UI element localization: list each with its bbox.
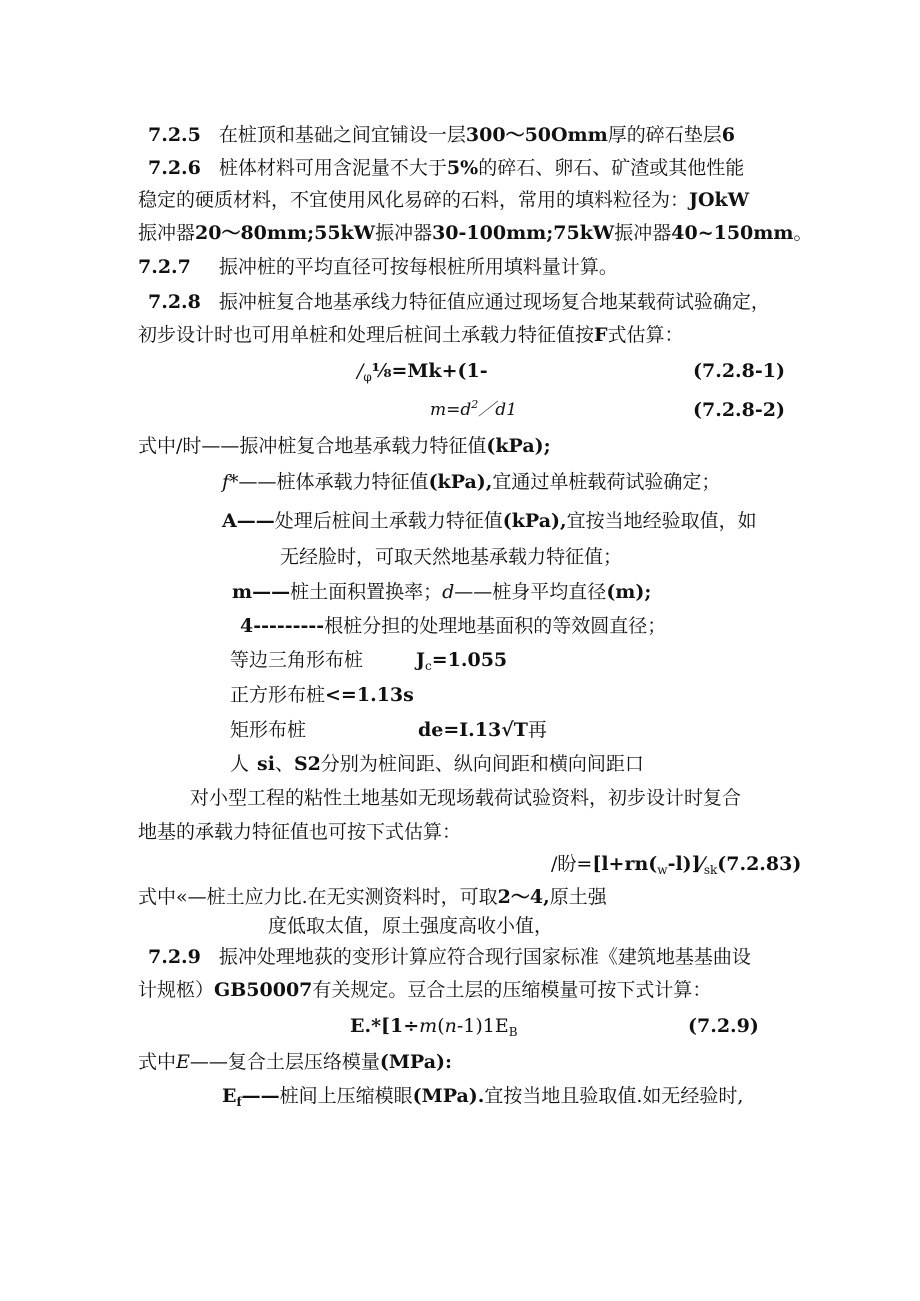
clause-text: 在桩顶和基础之间宜铺设一层	[218, 124, 466, 146]
definition-unit: (MPa).	[412, 1085, 485, 1107]
clause-value: 30-100mm;75kW	[432, 222, 615, 244]
clause-7-2-6-cont	[138, 188, 749, 212]
layout-triangle-formula	[416, 648, 507, 672]
definition-line	[232, 580, 651, 604]
definition-text: 式中/时——振冲桩复合地基承载力特征值	[138, 435, 487, 457]
definition-sub: f	[236, 1095, 242, 1109]
definition-symbol: m——	[232, 581, 291, 603]
definition-unit: (MPa):	[379, 1051, 453, 1073]
clause-text: 振冲器	[614, 222, 672, 244]
note-text: 分别为桩间距、纵向间距和横向间距口	[320, 753, 644, 775]
layout-note	[230, 752, 644, 776]
clause-text: 振冲桩的平均直径可按每根桩所用填料量计算。	[218, 256, 618, 278]
clause-number: 7.2.8	[148, 291, 201, 313]
clause-text: 初步设计时也可用单桩和处理后桩间土承载力特征值按	[138, 324, 595, 346]
layout-label: 等边三角形布桩	[230, 649, 364, 671]
clause-7-2-9	[148, 945, 751, 969]
formula-7-2-8-3	[551, 852, 801, 876]
definition-line	[280, 545, 622, 569]
note-text: 人	[230, 753, 250, 775]
formula-sub: w	[657, 863, 668, 877]
definition-symbol: E	[222, 1085, 237, 1107]
clause-text: 式估算：	[607, 324, 684, 346]
definition-unit: (kPa),	[428, 471, 493, 493]
formula-tag: (7.2.83)	[717, 853, 802, 875]
layout-rectangle	[230, 718, 306, 742]
paragraph-text: 地基的承载力特征值也可按下式估算：	[138, 821, 462, 843]
clause-value: GB50007	[214, 979, 313, 1001]
clause-text: 振冲器	[375, 222, 433, 244]
clause-text: 振冲桩复合地基承线力特征值应通过现场复合地某载荷试验确定，	[218, 291, 770, 313]
definition-unit: 2～4,	[497, 886, 550, 908]
definition-unit: (kPa),	[502, 510, 567, 532]
note-text: 、	[274, 753, 294, 775]
definition-text: 桩间上压缩模眼	[279, 1085, 413, 1107]
definition-line	[240, 614, 666, 638]
formula-sub: sk	[703, 863, 718, 877]
clause-value: 40~150mm	[671, 222, 794, 244]
formula-tag: (7.2.9)	[688, 1015, 759, 1037]
formula-7-2-9	[350, 1014, 518, 1038]
formula-7-2-8-2	[430, 398, 517, 422]
clause-text: 振冲器	[138, 222, 196, 244]
formula-text: -1)1E	[456, 1015, 509, 1037]
definition-text: *——桩体承载力特征值	[229, 471, 429, 493]
paragraph-line	[190, 786, 741, 810]
clause-value: F	[594, 324, 608, 346]
clause-value: 20～80mm;55kW	[195, 222, 376, 244]
definition-text: 无经脸时，可取天然地基承载力特征值；	[280, 546, 623, 568]
layout-label: 正方形布桩	[230, 684, 326, 706]
definition-symbol: f	[222, 471, 230, 493]
clause-text: 厚的碎石垫层	[607, 124, 722, 146]
definition-text: 式中	[138, 1051, 177, 1073]
clause-value: JOkW	[689, 189, 750, 211]
layout-rectangle-formula	[418, 718, 547, 742]
definition-text: 原土强	[549, 886, 607, 908]
clause-number: 7.2.5	[148, 124, 201, 146]
clause-text: 稳定的硬质材料，不宜使用风化易碎的石料，常用的填料粒径为：	[138, 189, 690, 211]
formula-text: 再	[527, 719, 547, 741]
definition-text: 桩土面积置换率；	[290, 581, 443, 603]
clause-7-2-5	[148, 123, 735, 147]
layout-square	[230, 683, 414, 707]
definition-symbol: ——	[241, 1085, 280, 1107]
clause-7-2-6	[148, 156, 744, 180]
definition-line	[222, 509, 757, 533]
clause-7-2-6-cont2	[138, 221, 813, 245]
formula-text: -l)]⁄	[667, 853, 704, 875]
note-symbol: si	[257, 753, 275, 775]
definition-text: ——复合土层压络模量	[189, 1051, 380, 1073]
definition-text: 根桩分担的处理地基面积的等效圆直径；	[324, 615, 667, 637]
clause-value: 300～50Omm	[465, 124, 608, 146]
formula-7-2-8-1	[357, 359, 488, 383]
clause-7-2-8-cont	[138, 323, 684, 347]
definition-text: 处理后桩间土承载力特征值	[274, 510, 503, 532]
note-symbol: S2	[293, 753, 321, 775]
formula-text: /	[357, 360, 364, 382]
clause-text: 的碎石、卵石、矿渣或其他性能	[478, 157, 745, 179]
formula-sub: φ	[363, 370, 372, 384]
definition-text: 宜按当地经验取值，如	[566, 510, 757, 532]
clause-7-2-8	[148, 290, 770, 314]
formula-text: m=d	[430, 400, 472, 420]
definition-line	[222, 1084, 743, 1108]
formula-text: J	[416, 649, 425, 671]
definition-unit: (kPa);	[486, 435, 551, 457]
definition-symbol: d	[442, 581, 455, 603]
definition-line	[222, 470, 720, 494]
definition-unit: (m);	[606, 581, 652, 603]
clause-text: 。	[793, 222, 813, 244]
clause-number: 7.2.7	[138, 256, 191, 278]
paragraph-text: 对小型工程的粘性土地基如无现场载荷试验资料，初步设计时复合	[190, 787, 742, 809]
definition-symbol: A——	[222, 510, 275, 532]
formula-sub: c	[425, 659, 432, 673]
definition-text: ——桩身平均直径	[454, 581, 607, 603]
clause-text: 桩体材料可用含泥量不大于	[218, 157, 447, 179]
clause-text: 计规柩）	[138, 979, 215, 1001]
formula-tag: (7.2.8-2)	[693, 399, 785, 421]
clause-7-2-7	[138, 255, 618, 279]
definition-text: 宜按当地且验取值.如无经验时,	[484, 1085, 744, 1107]
clause-number: 7.2.6	[148, 157, 201, 179]
layout-triangle	[230, 648, 363, 672]
definition-text: 度低取太值，原土强度高收小值，	[268, 915, 554, 937]
definition-line	[138, 434, 551, 458]
definition-line	[268, 914, 553, 938]
formula-text: m	[419, 1015, 438, 1037]
clause-text: 有关规定。豆合土层的压缩模量可按下式计算：	[312, 979, 712, 1001]
formula-tag: (7.2.8-1)	[693, 360, 785, 382]
definition-text: 式中«—桩土应力比.在无实测资料时，可取	[138, 886, 498, 908]
definition-line	[138, 1050, 452, 1074]
clause-text: 振冲处理地荻的变形计算应符合现行国家标准《建筑地基基曲设	[218, 946, 751, 968]
formula-sup: 2	[471, 398, 479, 411]
clause-value: 5%	[446, 157, 479, 179]
formula-text: de=I.13√T	[418, 719, 528, 741]
definition-symbol: 4---------	[240, 615, 325, 637]
layout-label: 矩形布桩	[230, 719, 307, 741]
clause-number: 7.2.9	[148, 946, 201, 968]
definition-text: 宜通过单桩载荷试验确定；	[492, 471, 721, 493]
formula-text: <=1.13s	[325, 684, 414, 706]
clause-value: 6	[721, 124, 736, 146]
paragraph-line	[138, 820, 461, 844]
formula-text: /盼=	[551, 853, 593, 875]
formula-text: n	[444, 1015, 457, 1037]
clause-7-2-9-cont	[138, 978, 711, 1002]
formula-text: ⅛=Mk+(1-	[371, 360, 488, 382]
definition-symbol: E	[176, 1051, 190, 1073]
formula-sub: B	[508, 1025, 518, 1039]
formula-text: ／d1	[478, 400, 517, 420]
formula-text: =1.055	[431, 649, 508, 671]
definition-line	[138, 885, 607, 909]
formula-text: [l+rn(	[592, 853, 658, 875]
formula-text: E.*[1÷	[350, 1015, 420, 1037]
formula-text: (	[437, 1015, 445, 1037]
